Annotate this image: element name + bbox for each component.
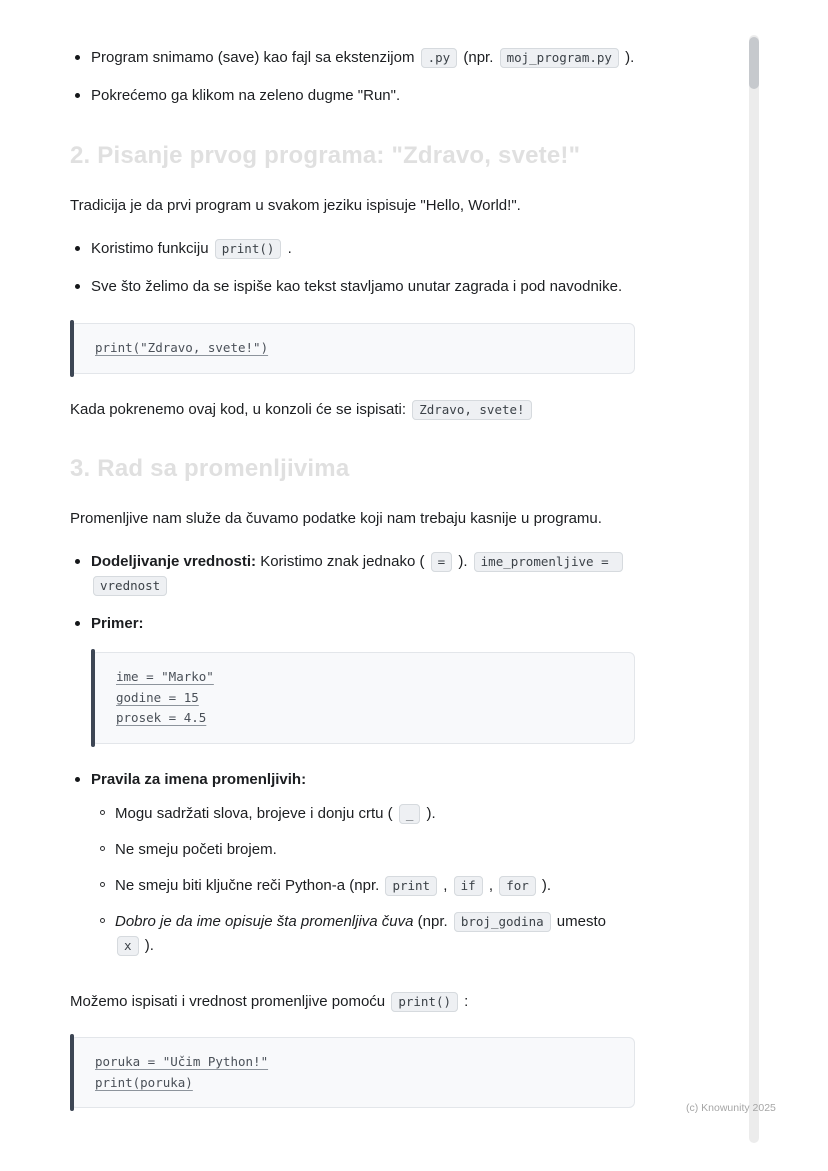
inline-code: for [499,876,536,896]
bold-text: Primer: [91,615,144,633]
text-run: ). [454,553,472,571]
list-item-content [115,874,635,898]
code-line-row [95,338,618,359]
text-run: Tradicija je da prvi program u svakom jeziku ispisuje "Hello, World!". [70,197,521,214]
list-item-text [115,838,635,862]
disc-bullet-icon [75,93,80,98]
sub-list-item [91,910,635,958]
bold-text: Dodeljivanje vrednosti: [91,553,257,571]
text-run: ). [140,936,154,954]
paragraph [70,194,635,217]
disc-bullet-icon [75,559,80,564]
text-run: Kada pokrenemo ovaj kod, u konzoli će se ispisati: [70,400,411,418]
text-run: ). [422,804,436,822]
text-run: ). [620,49,635,66]
text-run: Možemo ispisati i vrednost promenljive pomoću [70,992,390,1010]
list-item-content [91,84,635,108]
text-run: Sve što želimo da se ispiše kao tekst stavljamo unutar zagrada i pod navodnike. [91,278,623,296]
code-line-row [116,708,618,729]
list-item-content [91,768,635,970]
text-run: : [460,992,469,1010]
text-run: Program snimamo (save) kao fajl sa ekstenzijom [91,49,419,66]
document-content [70,32,635,1132]
list-item [70,550,635,598]
inline-code: .py [421,48,458,68]
code-line-row [116,688,618,709]
sub-list-item [91,838,635,862]
list-item-content [91,612,635,754]
code-block [70,323,635,374]
code-line-row [95,1073,618,1094]
circle-bullet-icon [100,810,105,815]
code-line: print("Zdravo, svete!") [95,340,269,356]
text-run: (npr. [413,912,452,930]
list-item-content [115,838,635,862]
watermark: (c) Knowunity 2025 [686,1102,776,1114]
text-run: Koristimo znak jednako ( [256,553,429,571]
bullet-list [70,550,635,970]
code-line-row [95,1052,618,1073]
list-item-text [91,237,635,261]
list-item-content [91,275,635,299]
inline-code: Zdravo, svete! [412,400,531,420]
circle-bullet-icon [100,882,105,887]
list-item-text [91,550,635,598]
list-item-content [115,802,635,826]
code-lines [95,1052,618,1093]
paragraph [70,507,635,530]
inline-code: if [454,876,483,896]
bullet-list [70,46,635,108]
text-run: Koristimo funkciju [91,240,213,258]
text-run: (npr. [459,49,498,66]
italic-text: Dobro je da ime opisuje šta promenljiva čuva [115,912,414,930]
section-heading: 2. Pisanje prvog programa: "Zdravo, svete!" [70,142,581,169]
bullet-list [70,237,635,299]
list-item-content [115,910,635,958]
text-run: , [439,876,452,894]
code-accent-bar [91,649,95,747]
list-item [70,768,635,970]
list-item [70,46,635,70]
sub-list-item [91,802,635,826]
list-item [70,84,635,108]
code-accent-bar [70,1034,74,1111]
text-run: Pokrećemo ga klikom na zeleno dugme "Run". [91,87,401,104]
bold-text: Pravila za imena promenljivih: [91,770,307,788]
code-lines [116,667,618,729]
code-line-row [116,667,618,688]
code-accent-bar [70,320,74,377]
sub-list [91,802,635,958]
text-run: . [283,240,292,258]
list-item [70,275,635,299]
disc-bullet-icon [75,246,80,251]
list-item-text [115,802,635,826]
code-lines [95,338,618,359]
paragraph [70,990,635,1013]
text-run: umesto [552,912,606,930]
disc-bullet-icon [75,777,80,782]
code-block [91,652,635,744]
list-item-text [91,768,635,792]
list-item-text [91,612,635,636]
inline-code: print() [391,992,458,1012]
list-item [70,612,635,754]
text-run: Promenljive nam služe da čuvamo podatke koji nam trebaju kasnije u programu. [70,510,602,527]
inline-code: broj_godina [454,912,551,932]
circle-bullet-icon [100,918,105,923]
list-item-text [91,275,635,299]
list-item [70,237,635,261]
paragraph [70,398,635,421]
inline-code: ime_promenljive = vrednost [93,552,623,596]
inline-code: = [431,552,453,572]
inline-code: _ [399,804,421,824]
disc-bullet-icon [75,55,80,60]
code-block [70,1037,635,1108]
code-line: poruka = "Učim Python!" [95,1054,269,1069]
list-item-text [115,874,635,898]
code-line: print(poruka) [95,1074,193,1090]
inline-code: print [385,876,437,896]
text-run: Ne smeju biti ključne reči Python-a (npr. [115,876,384,894]
inline-code: moj_program.py [500,48,619,68]
list-item-text [91,84,635,108]
text-run: ). [537,876,552,894]
list-item-text [91,46,635,70]
inline-code: x [117,936,139,956]
sub-list-item [91,874,635,898]
text-run: Ne smeju početi brojem. [115,840,277,858]
text-run: Mogu sadržati slova, brojeve i donju crtu ( [115,804,397,822]
text-run: , [484,876,498,894]
inline-code: print() [215,239,282,259]
code-line: prosek = 4.5 [116,710,207,726]
list-item-content [91,550,635,598]
list-item-content [91,46,635,70]
scrollbar-track[interactable] [749,35,759,1143]
disc-bullet-icon [75,284,80,289]
scrollbar-thumb[interactable] [749,37,759,89]
code-line: godine = 15 [116,689,199,705]
circle-bullet-icon [100,846,105,851]
list-item-content [91,237,635,261]
list-item-text [115,910,635,958]
disc-bullet-icon [75,621,80,626]
code-line: ime = "Marko" [116,669,214,685]
section-heading: 3. Rad sa promenljivima [70,455,350,482]
